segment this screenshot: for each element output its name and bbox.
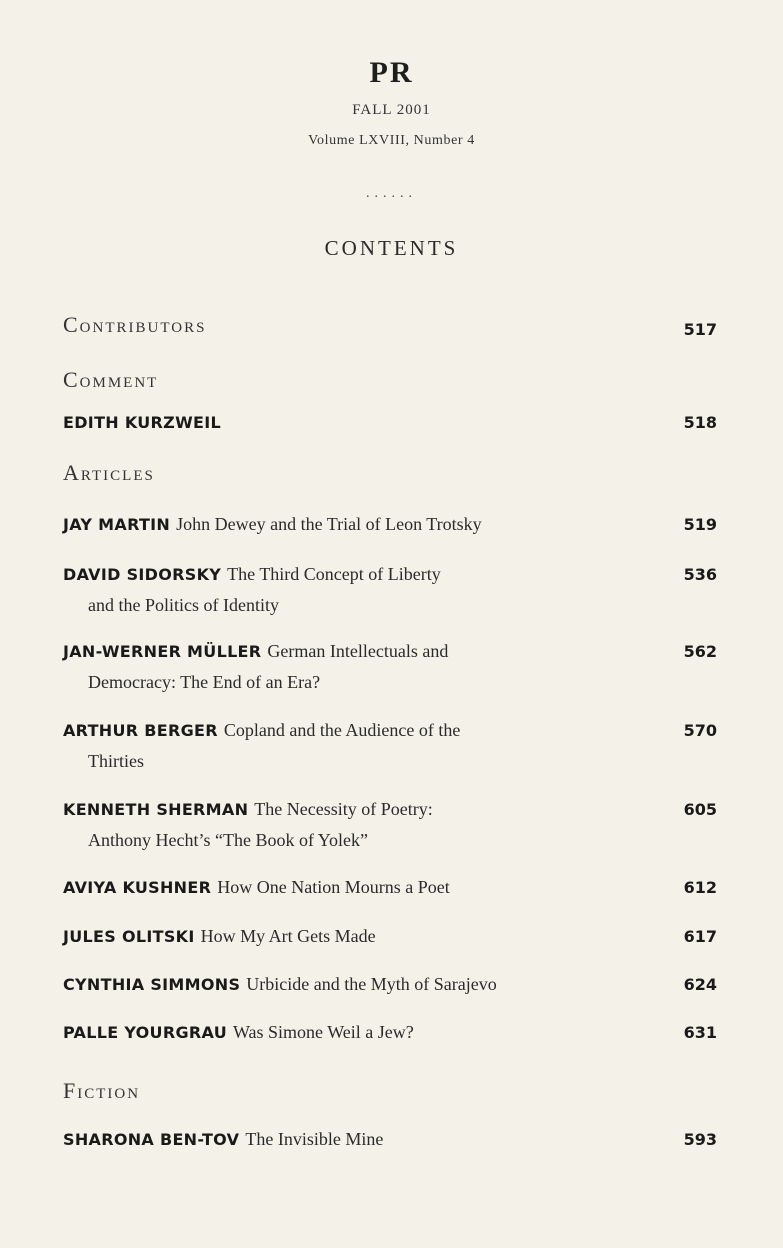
- entry-title: The Necessity of Poetry:: [254, 799, 433, 819]
- entry-author: SHARONA BEN-TOV: [63, 1130, 240, 1149]
- entry-author: CYNTHIA SIMMONS: [63, 975, 241, 994]
- toc-entry-kushner[interactable]: [63, 872, 623, 903]
- toc-entry-muller[interactable]: [63, 636, 623, 697]
- entry-title-continued: Democracy: The End of an Era?: [88, 672, 321, 692]
- entry-title: German Intellectuals and: [267, 641, 449, 661]
- entry-author: JAN-WERNER MÜLLER: [63, 642, 262, 661]
- toc-entry-sherman[interactable]: [63, 794, 623, 855]
- page-number-martin: 519: [683, 515, 717, 534]
- page-number-yourgrau: 631: [683, 1023, 717, 1042]
- section-fiction: Fiction: [63, 1078, 141, 1103]
- issue-season: FALL 2001: [352, 102, 431, 118]
- entry-author: EDITH KURZWEIL: [63, 413, 221, 432]
- toc-entry-simmons[interactable]: [63, 969, 623, 1000]
- entry-title-continued: Thirties: [88, 751, 144, 771]
- entry-title: John Dewey and the Trial of Leon Trotsky: [176, 514, 482, 534]
- page-number-sherman: 605: [683, 800, 717, 819]
- entry-title-continued: and the Politics of Identity: [88, 595, 279, 615]
- entry-title: How One Nation Mourns a Poet: [217, 877, 450, 897]
- toc-entry-bentov[interactable]: [63, 1124, 623, 1155]
- section-comment: Comment: [63, 367, 159, 392]
- section-articles: Articles: [63, 460, 155, 485]
- toc-entry-yourgrau[interactable]: [63, 1017, 623, 1048]
- toc-entry-berger[interactable]: [63, 715, 623, 776]
- page-number-sidorsky: 536: [683, 565, 717, 584]
- entry-title: The Third Concept of Liberty: [227, 564, 441, 584]
- page-number-kurzweil: 518: [683, 413, 717, 432]
- toc-entry-martin[interactable]: [63, 509, 623, 540]
- section-contributors: Contributors: [63, 312, 207, 337]
- toc-entry-kurzweil[interactable]: [63, 407, 623, 438]
- entry-author: JAY MARTIN: [63, 515, 171, 534]
- page-number-simmons: 624: [683, 975, 717, 994]
- toc-entry-sidorsky[interactable]: [63, 559, 623, 620]
- page-number-muller: 562: [683, 642, 717, 661]
- ornament-dots: ......: [366, 186, 417, 201]
- entry-author: AVIYA KUSHNER: [63, 878, 212, 897]
- contents-heading: CONTENTS: [324, 236, 459, 260]
- entry-author: DAVID SIDORSKY: [63, 565, 222, 584]
- entry-title: Urbicide and the Myth of Sarajevo: [246, 974, 497, 994]
- entry-title: The Invisible Mine: [245, 1129, 384, 1149]
- page-number-bentov: 593: [683, 1130, 717, 1149]
- entry-author: ARTHUR BERGER: [63, 721, 218, 740]
- journal-logo: PR: [369, 56, 414, 89]
- entry-author: JULES OLITSKI: [63, 927, 195, 946]
- entry-title: Was Simone Weil a Jew?: [233, 1022, 414, 1042]
- page-number-berger: 570: [683, 721, 717, 740]
- entry-title-continued: Anthony Hecht’s “The Book of Yolek”: [88, 830, 368, 850]
- toc-entry-olitski[interactable]: [63, 921, 623, 952]
- entry-title: Copland and the Audience of the: [223, 720, 461, 740]
- page-number-contributors: 517: [683, 320, 717, 339]
- entry-title: How My Art Gets Made: [200, 926, 376, 946]
- issue-volume: Volume LXVIII, Number 4: [308, 133, 475, 148]
- page-number-kushner: 612: [683, 878, 717, 897]
- entry-author: KENNETH SHERMAN: [63, 800, 249, 819]
- page-number-olitski: 617: [683, 927, 717, 946]
- entry-author: PALLE YOURGRAU: [63, 1023, 227, 1042]
